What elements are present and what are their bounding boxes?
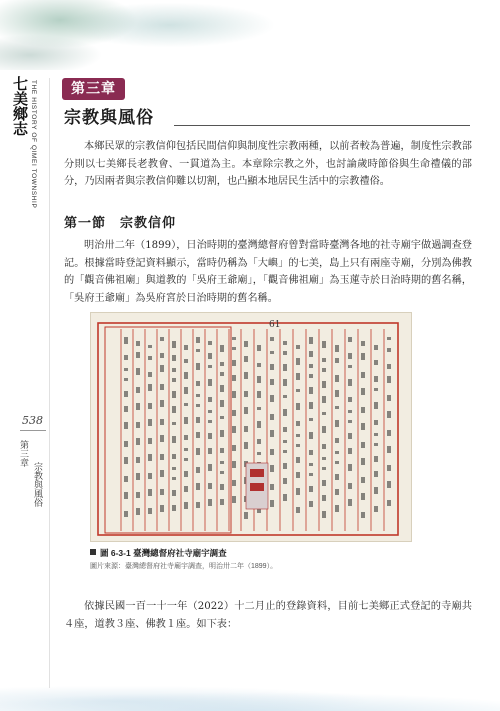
ledger-ink-stroke bbox=[208, 464, 212, 471]
seal-mark-2 bbox=[250, 483, 264, 491]
ledger-ink-stroke bbox=[309, 402, 313, 409]
ledger-ink-stroke bbox=[124, 422, 128, 429]
ledger-figure bbox=[90, 312, 412, 542]
ledger-ink-stroke bbox=[309, 418, 313, 421]
ledger-ink-stroke bbox=[220, 461, 224, 464]
ledger-ink-stroke bbox=[348, 337, 352, 342]
ledger-ink-stroke bbox=[244, 356, 248, 362]
ledger-ink-stroke bbox=[208, 483, 212, 489]
ledger-image bbox=[91, 313, 411, 541]
ledger-ink-stroke bbox=[148, 403, 152, 409]
ledger-ink-stroke bbox=[160, 489, 164, 495]
ledger-left-panel bbox=[105, 327, 231, 533]
ledger-ink-stroke bbox=[335, 420, 339, 427]
ledger-ink-stroke bbox=[232, 391, 236, 398]
ledger-ink-stroke bbox=[148, 473, 152, 479]
ledger-ink-stroke bbox=[124, 457, 128, 464]
ledger-ink-stroke bbox=[374, 376, 378, 382]
ledger-ink-stroke bbox=[196, 404, 200, 407]
ledger-ink-stroke bbox=[348, 397, 352, 402]
ledger-ink-stroke bbox=[232, 337, 236, 340]
ledger-ink-stroke bbox=[172, 490, 176, 496]
ledger-ink-stroke bbox=[148, 356, 152, 360]
ledger-ink-stroke bbox=[184, 435, 188, 440]
ledger-ink-stroke bbox=[361, 458, 365, 465]
ledger-ink-stroke bbox=[220, 471, 224, 474]
ledger-ink-stroke bbox=[196, 502, 200, 508]
ledger-ink-stroke bbox=[361, 442, 365, 448]
ledger-ink-stroke bbox=[309, 374, 313, 378]
ledger-ink-stroke bbox=[172, 391, 176, 398]
ledger-ink-stroke bbox=[208, 365, 212, 368]
ledger-ink-stroke bbox=[387, 376, 391, 383]
ledger-ink-stroke bbox=[160, 470, 164, 477]
ledger-ink-stroke bbox=[361, 388, 365, 395]
ledger-ink-stroke bbox=[335, 489, 339, 495]
ledger-ink-stroke bbox=[296, 373, 300, 380]
ledger-ink-stroke bbox=[148, 454, 152, 461]
ledger-ink-stroke bbox=[322, 480, 326, 486]
ledger-ink-stroke bbox=[283, 427, 287, 432]
ledger-ink-stroke bbox=[220, 400, 224, 407]
ledger-ink-stroke bbox=[309, 364, 313, 368]
ledger-ink-stroke bbox=[387, 465, 391, 471]
ledger-ink-stroke bbox=[184, 403, 188, 406]
ledger-handwritten-mark: 61 bbox=[269, 320, 281, 330]
ledger-ink-stroke bbox=[322, 381, 326, 388]
ledger-ink-stroke bbox=[322, 444, 326, 449]
ledger-ink-stroke bbox=[196, 483, 200, 490]
closing-paragraph: 依據民國一百一十一年（2022）十二月止的登錄資料，目前七美鄉正式登記的寺廟共４座，道教３座、佛教１座。如下表： bbox=[64, 601, 472, 630]
ledger-ink-stroke bbox=[309, 432, 313, 439]
ledger-ink-stroke bbox=[309, 501, 313, 507]
ledger-ink-stroke bbox=[160, 365, 164, 372]
figure-source: 圖片來源：臺灣總督府社寺廟宇調查，明治卅二年（1899）。 bbox=[90, 563, 278, 570]
ledger-ink-stroke bbox=[257, 439, 261, 444]
ledger-ink-stroke bbox=[296, 403, 300, 410]
ledger-ink-stroke bbox=[148, 508, 152, 514]
ledger-ink-stroke bbox=[335, 375, 339, 382]
ledger-ink-stroke bbox=[374, 388, 378, 391]
ledger-ink-stroke bbox=[232, 496, 236, 503]
ledger-ink-stroke bbox=[257, 421, 261, 428]
title-underline bbox=[174, 125, 470, 126]
ledger-ink-stroke bbox=[184, 387, 188, 394]
ledger-ink-stroke bbox=[283, 351, 287, 355]
ledger-ink-stroke bbox=[244, 391, 248, 397]
ledger-ink-stroke bbox=[361, 341, 365, 346]
ledger-ink-stroke bbox=[184, 448, 188, 451]
book-brand-title: 七美鄉志 bbox=[11, 76, 29, 136]
caption-marker bbox=[90, 549, 96, 555]
ledger-ink-stroke bbox=[270, 337, 274, 341]
section-paragraph: 明治卅二年（1899），日治時期的臺灣總督府曾對當時臺灣各地的社寺廟宇做過調查登記。根據當時登記資料顯示，當時仍稱為「大嶼」的七美，島上只有兩座寺廟，分別為佛教的「觀音佛祖廟」與道教的「吳府王爺廟」，「觀音佛祖廟」為玉蓮寺於日治時期的舊名稱，「吳府王爺廟」為吳府宮於日治時期的舊名稱。 bbox=[64, 240, 472, 304]
figure-caption-text: 圖 6-3-1 臺灣總督府社寺廟宇調查 bbox=[100, 548, 227, 558]
ledger-ink-stroke bbox=[387, 446, 391, 453]
ledger-ink-stroke bbox=[374, 345, 378, 350]
ledger-ink-stroke bbox=[160, 400, 164, 407]
intro-paragraph: 本鄉民眾的宗教信仰包括民間信仰與制度性宗教兩種，以前者較為普遍，制度性宗教部分則以七美鄉長老教會、一貫道為主。本章除宗教之外，也討論歲時節俗與生命禮儀的部分，乃因兩者與宗教信仰難以切割，也凸顯本地居民生活中的宗教禮俗。 bbox=[64, 141, 472, 187]
ledger-ink-stroke bbox=[196, 432, 200, 438]
ledger-ink-stroke bbox=[196, 363, 200, 370]
ledger-ink-stroke bbox=[184, 471, 188, 477]
ledger-ink-stroke bbox=[244, 407, 248, 414]
ledger-ink-stroke bbox=[348, 464, 352, 471]
ledger-ink-stroke bbox=[335, 474, 339, 480]
ledger-ink-stroke bbox=[296, 457, 300, 463]
ledger-ink-stroke bbox=[184, 372, 188, 379]
ledger-ink-stroke bbox=[172, 341, 176, 348]
ledger-ink-stroke bbox=[184, 502, 188, 509]
ledger-ink-stroke bbox=[257, 345, 261, 351]
ledger-ink-stroke bbox=[322, 341, 326, 348]
ledger-ink-stroke bbox=[172, 406, 176, 413]
ledger-ink-stroke bbox=[309, 351, 313, 357]
ledger-ink-stroke bbox=[335, 345, 339, 352]
ledger-ink-stroke bbox=[136, 387, 140, 393]
ledger-ink-stroke bbox=[232, 445, 236, 451]
ledger-ink-stroke bbox=[348, 379, 352, 386]
ledger-ink-stroke bbox=[283, 494, 287, 501]
ledger-ink-stroke bbox=[172, 454, 176, 459]
ledger-ink-stroke bbox=[348, 433, 352, 439]
ledger-ink-stroke bbox=[172, 436, 176, 443]
ledger-ink-stroke bbox=[322, 358, 326, 362]
ledger-ink-stroke bbox=[148, 384, 152, 391]
ledger-ink-stroke bbox=[160, 419, 164, 425]
ledger-ink-stroke bbox=[196, 467, 200, 473]
ledger-ink-stroke bbox=[148, 438, 152, 444]
ledger-ink-stroke bbox=[220, 484, 224, 490]
ledger-ink-stroke bbox=[196, 448, 200, 455]
ledger-ink-stroke bbox=[309, 387, 313, 394]
ledger-ink-stroke bbox=[124, 378, 128, 381]
ledger-ink-stroke bbox=[244, 341, 248, 347]
ledger-ink-stroke bbox=[387, 481, 391, 488]
ledger-ink-stroke bbox=[387, 430, 391, 436]
ledger-ink-stroke bbox=[184, 486, 188, 492]
ledger-ink-stroke bbox=[136, 508, 140, 515]
ledger-ink-stroke bbox=[283, 395, 287, 398]
ledger-ink-stroke bbox=[124, 441, 128, 447]
ledger-ink-stroke bbox=[124, 337, 128, 344]
ledger-ink-stroke bbox=[283, 478, 287, 484]
ledger-ink-stroke bbox=[322, 426, 326, 433]
ledger-ink-stroke bbox=[270, 351, 274, 354]
ledger-ink-stroke bbox=[322, 412, 326, 415]
ledger-ink-stroke bbox=[296, 472, 300, 478]
ledger-ink-stroke bbox=[322, 511, 326, 518]
ledger-ink-stroke bbox=[348, 420, 352, 423]
ledger-ink-stroke bbox=[232, 480, 236, 486]
ledger-ink-stroke bbox=[283, 463, 287, 469]
ledger-ink-stroke bbox=[309, 486, 313, 492]
ledger-ink-stroke bbox=[348, 365, 352, 368]
ledger-ink-stroke bbox=[208, 353, 212, 359]
ledger-ink-stroke bbox=[208, 379, 212, 386]
ledger-ink-stroke bbox=[335, 390, 339, 397]
ledger-ink-stroke bbox=[257, 391, 261, 398]
ledger-ink-stroke bbox=[160, 353, 164, 358]
ledger-ink-stroke bbox=[374, 487, 378, 494]
ledger-ink-stroke bbox=[184, 345, 188, 350]
page-number: 538 bbox=[22, 414, 43, 427]
ledger-ink-stroke bbox=[220, 430, 224, 437]
ledger-ink-stroke bbox=[148, 372, 152, 377]
ledger-ink-stroke bbox=[322, 467, 326, 470]
ledger-ink-stroke bbox=[184, 359, 188, 363]
ledger-ink-stroke bbox=[208, 433, 212, 439]
ledger-ink-stroke bbox=[283, 450, 287, 453]
ledger-ink-stroke bbox=[270, 465, 274, 472]
ledger-ink-stroke bbox=[296, 421, 300, 426]
ledger-ink-stroke bbox=[335, 461, 339, 464]
figure-caption bbox=[90, 547, 227, 559]
ledger-ink-stroke bbox=[374, 360, 378, 365]
ledger-ink-stroke bbox=[148, 419, 152, 426]
ledger-ink-stroke bbox=[208, 448, 212, 454]
ledger-ink-stroke bbox=[387, 348, 391, 352]
ledger-ink-stroke bbox=[374, 433, 378, 436]
ledger-ink-stroke bbox=[374, 471, 378, 477]
ledger-ink-stroke bbox=[196, 337, 200, 343]
ledger-ink-stroke bbox=[257, 376, 261, 383]
ledger-ink-stroke bbox=[172, 505, 176, 511]
ledger-ink-stroke bbox=[184, 458, 188, 461]
ledger-ink-stroke bbox=[136, 352, 140, 358]
ledger-ink-stroke bbox=[220, 372, 224, 376]
ledger-ink-stroke bbox=[296, 434, 300, 437]
ledger-ink-stroke bbox=[124, 476, 128, 482]
ledger-ink-stroke bbox=[172, 477, 176, 480]
ledger-ink-stroke bbox=[148, 345, 152, 348]
ledger-ink-stroke bbox=[124, 492, 128, 499]
ledger-ink-stroke bbox=[374, 506, 378, 512]
ledger-ink-stroke bbox=[283, 341, 287, 345]
ledger-ink-stroke bbox=[348, 483, 352, 489]
ledger-ink-stroke bbox=[387, 337, 391, 340]
ledger-ink-stroke bbox=[283, 409, 287, 416]
ledger-ink-stroke bbox=[283, 440, 287, 443]
ledger-ink-stroke bbox=[124, 511, 128, 517]
ledger-ink-stroke bbox=[172, 378, 176, 382]
header-landscape-wash bbox=[0, 0, 500, 70]
ledger-ink-stroke bbox=[220, 416, 224, 419]
ledger-ink-stroke bbox=[232, 426, 236, 433]
ledger-ink-stroke bbox=[160, 384, 164, 390]
section-heading: 第一節 宗教信仰 bbox=[64, 216, 177, 231]
ledger-ink-stroke bbox=[361, 512, 365, 518]
seal-mark-1 bbox=[250, 469, 264, 477]
ledger-ink-stroke bbox=[296, 488, 300, 495]
ledger-ink-stroke bbox=[208, 420, 212, 423]
ledger-ink-stroke bbox=[322, 457, 326, 460]
ledger-ink-stroke bbox=[208, 499, 212, 506]
ledger-ink-stroke bbox=[296, 507, 300, 513]
ledger-ink-stroke bbox=[309, 473, 313, 476]
ledger-ink-stroke bbox=[184, 417, 188, 424]
ledger-ink-stroke bbox=[220, 385, 224, 392]
ledger-ink-stroke bbox=[283, 364, 287, 371]
ledger-ink-stroke bbox=[196, 417, 200, 423]
ledger-ink-stroke bbox=[296, 358, 300, 365]
ledger-ink-stroke bbox=[208, 410, 212, 413]
ledger-ink-stroke bbox=[160, 435, 164, 442]
ledger-ink-stroke bbox=[270, 449, 274, 455]
ledger-ink-stroke bbox=[136, 473, 140, 480]
ledger-ink-stroke bbox=[270, 364, 274, 370]
ledger-ink-stroke bbox=[220, 345, 224, 352]
ledger-ink-stroke bbox=[335, 358, 339, 363]
ledger-ink-stroke bbox=[387, 500, 391, 506]
ledger-ink-stroke bbox=[257, 407, 261, 410]
ledger-ink-stroke bbox=[374, 402, 378, 409]
ledger-ink-stroke bbox=[196, 381, 200, 386]
ledger-ink-stroke bbox=[335, 505, 339, 512]
ledger-ink-stroke bbox=[270, 430, 274, 437]
ledger-ink-stroke bbox=[124, 391, 128, 397]
ledger-ink-stroke bbox=[124, 355, 128, 360]
ledger-ink-stroke bbox=[172, 467, 176, 470]
margin-divider bbox=[49, 78, 50, 688]
ledger-ink-stroke bbox=[148, 489, 152, 496]
book-brand-subtitle: THE HISTORY OF QIMEI TOWNSHIP bbox=[30, 80, 37, 209]
ledger-ink-stroke bbox=[322, 368, 326, 372]
ledger-ink-stroke bbox=[124, 368, 128, 371]
ledger-ink-stroke bbox=[361, 493, 365, 500]
ledger-ink-stroke bbox=[220, 499, 224, 505]
ledger-ink-stroke bbox=[374, 420, 378, 425]
ledger-ink-stroke bbox=[387, 395, 391, 401]
ledger-ink-stroke bbox=[244, 426, 248, 432]
footer-wave-decoration bbox=[0, 656, 500, 711]
ledger-ink-stroke bbox=[172, 355, 176, 361]
ledger-ink-stroke bbox=[322, 495, 326, 501]
ledger-ink-stroke bbox=[220, 448, 224, 453]
ledger-ink-stroke bbox=[361, 477, 365, 483]
ledger-ink-stroke bbox=[335, 438, 339, 443]
ledger-ink-stroke bbox=[322, 396, 326, 403]
ledger-ink-stroke bbox=[232, 461, 236, 468]
chapter-badge: 第三章 bbox=[62, 78, 125, 100]
ledger-ink-stroke bbox=[335, 451, 339, 454]
ledger-ink-stroke bbox=[136, 422, 140, 428]
ledger-ink-stroke bbox=[348, 448, 352, 454]
ledger-ink-stroke bbox=[208, 341, 212, 345]
ledger-ink-stroke bbox=[257, 363, 261, 367]
ledger-ink-stroke bbox=[361, 353, 365, 360]
ledger-ink-stroke bbox=[296, 444, 300, 447]
ledger-ink-stroke bbox=[335, 406, 339, 409]
ledger-ink-stroke bbox=[196, 394, 200, 397]
ledger-ink-stroke bbox=[244, 512, 248, 519]
ledger-ink-stroke bbox=[160, 454, 164, 460]
ledger-ink-stroke bbox=[270, 379, 274, 385]
ledger-ink-stroke bbox=[136, 341, 140, 346]
ledger-ink-stroke bbox=[387, 411, 391, 418]
ledger-ink-stroke bbox=[136, 403, 140, 410]
ledger-ink-stroke bbox=[348, 499, 352, 506]
ledger-ink-stroke bbox=[136, 492, 140, 498]
ledger-ink-stroke bbox=[361, 372, 365, 378]
running-chapter-label: 第三章 bbox=[19, 440, 29, 467]
ledger-ink-stroke bbox=[309, 337, 313, 344]
ledger-ink-stroke bbox=[283, 379, 287, 386]
ledger-ink-stroke bbox=[348, 353, 352, 359]
ledger-ink-stroke bbox=[232, 360, 236, 366]
running-topic-label: 宗教與風俗 bbox=[33, 462, 43, 507]
ledger-ink-stroke bbox=[296, 389, 300, 392]
ledger-ink-stroke bbox=[220, 362, 224, 366]
ledger-ink-stroke bbox=[160, 505, 164, 512]
ledger-ink-stroke bbox=[387, 364, 391, 369]
ledger-ink-stroke bbox=[232, 375, 236, 381]
ledger-ink-stroke bbox=[374, 443, 378, 446]
ledger-ink-stroke bbox=[374, 456, 378, 462]
ledger-ink-stroke bbox=[136, 457, 140, 463]
ledger-ink-stroke bbox=[244, 442, 248, 449]
ledger-ink-stroke bbox=[270, 500, 274, 507]
ledger-ink-stroke bbox=[361, 407, 365, 413]
ledger-ink-stroke bbox=[244, 372, 248, 379]
ledger-ink-stroke bbox=[361, 423, 365, 430]
ledger-ink-stroke bbox=[172, 368, 176, 372]
ledger-ink-stroke bbox=[160, 337, 164, 341]
side-rule bbox=[20, 430, 46, 431]
ledger-ink-stroke bbox=[136, 368, 140, 375]
ledger-ink-stroke bbox=[232, 410, 236, 416]
ledger-ink-stroke bbox=[270, 414, 274, 420]
ledger-ink-stroke bbox=[309, 463, 313, 466]
ledger-ink-stroke bbox=[270, 484, 274, 490]
ledger-ink-stroke bbox=[172, 422, 176, 425]
chapter-title: 宗教與風俗 bbox=[64, 108, 154, 128]
ledger-ink-stroke bbox=[136, 438, 140, 445]
ledger-ink-stroke bbox=[232, 347, 236, 350]
ledger-ink-stroke bbox=[348, 410, 352, 413]
ledger-ink-stroke bbox=[270, 395, 274, 402]
ledger-ink-stroke bbox=[196, 349, 200, 352]
ledger-ink-stroke bbox=[257, 452, 261, 455]
ledger-ink-stroke bbox=[208, 397, 212, 402]
ledger-ink-stroke bbox=[124, 406, 128, 412]
ledger-ink-stroke bbox=[296, 345, 300, 349]
ledger-ink-stroke bbox=[309, 450, 313, 455]
